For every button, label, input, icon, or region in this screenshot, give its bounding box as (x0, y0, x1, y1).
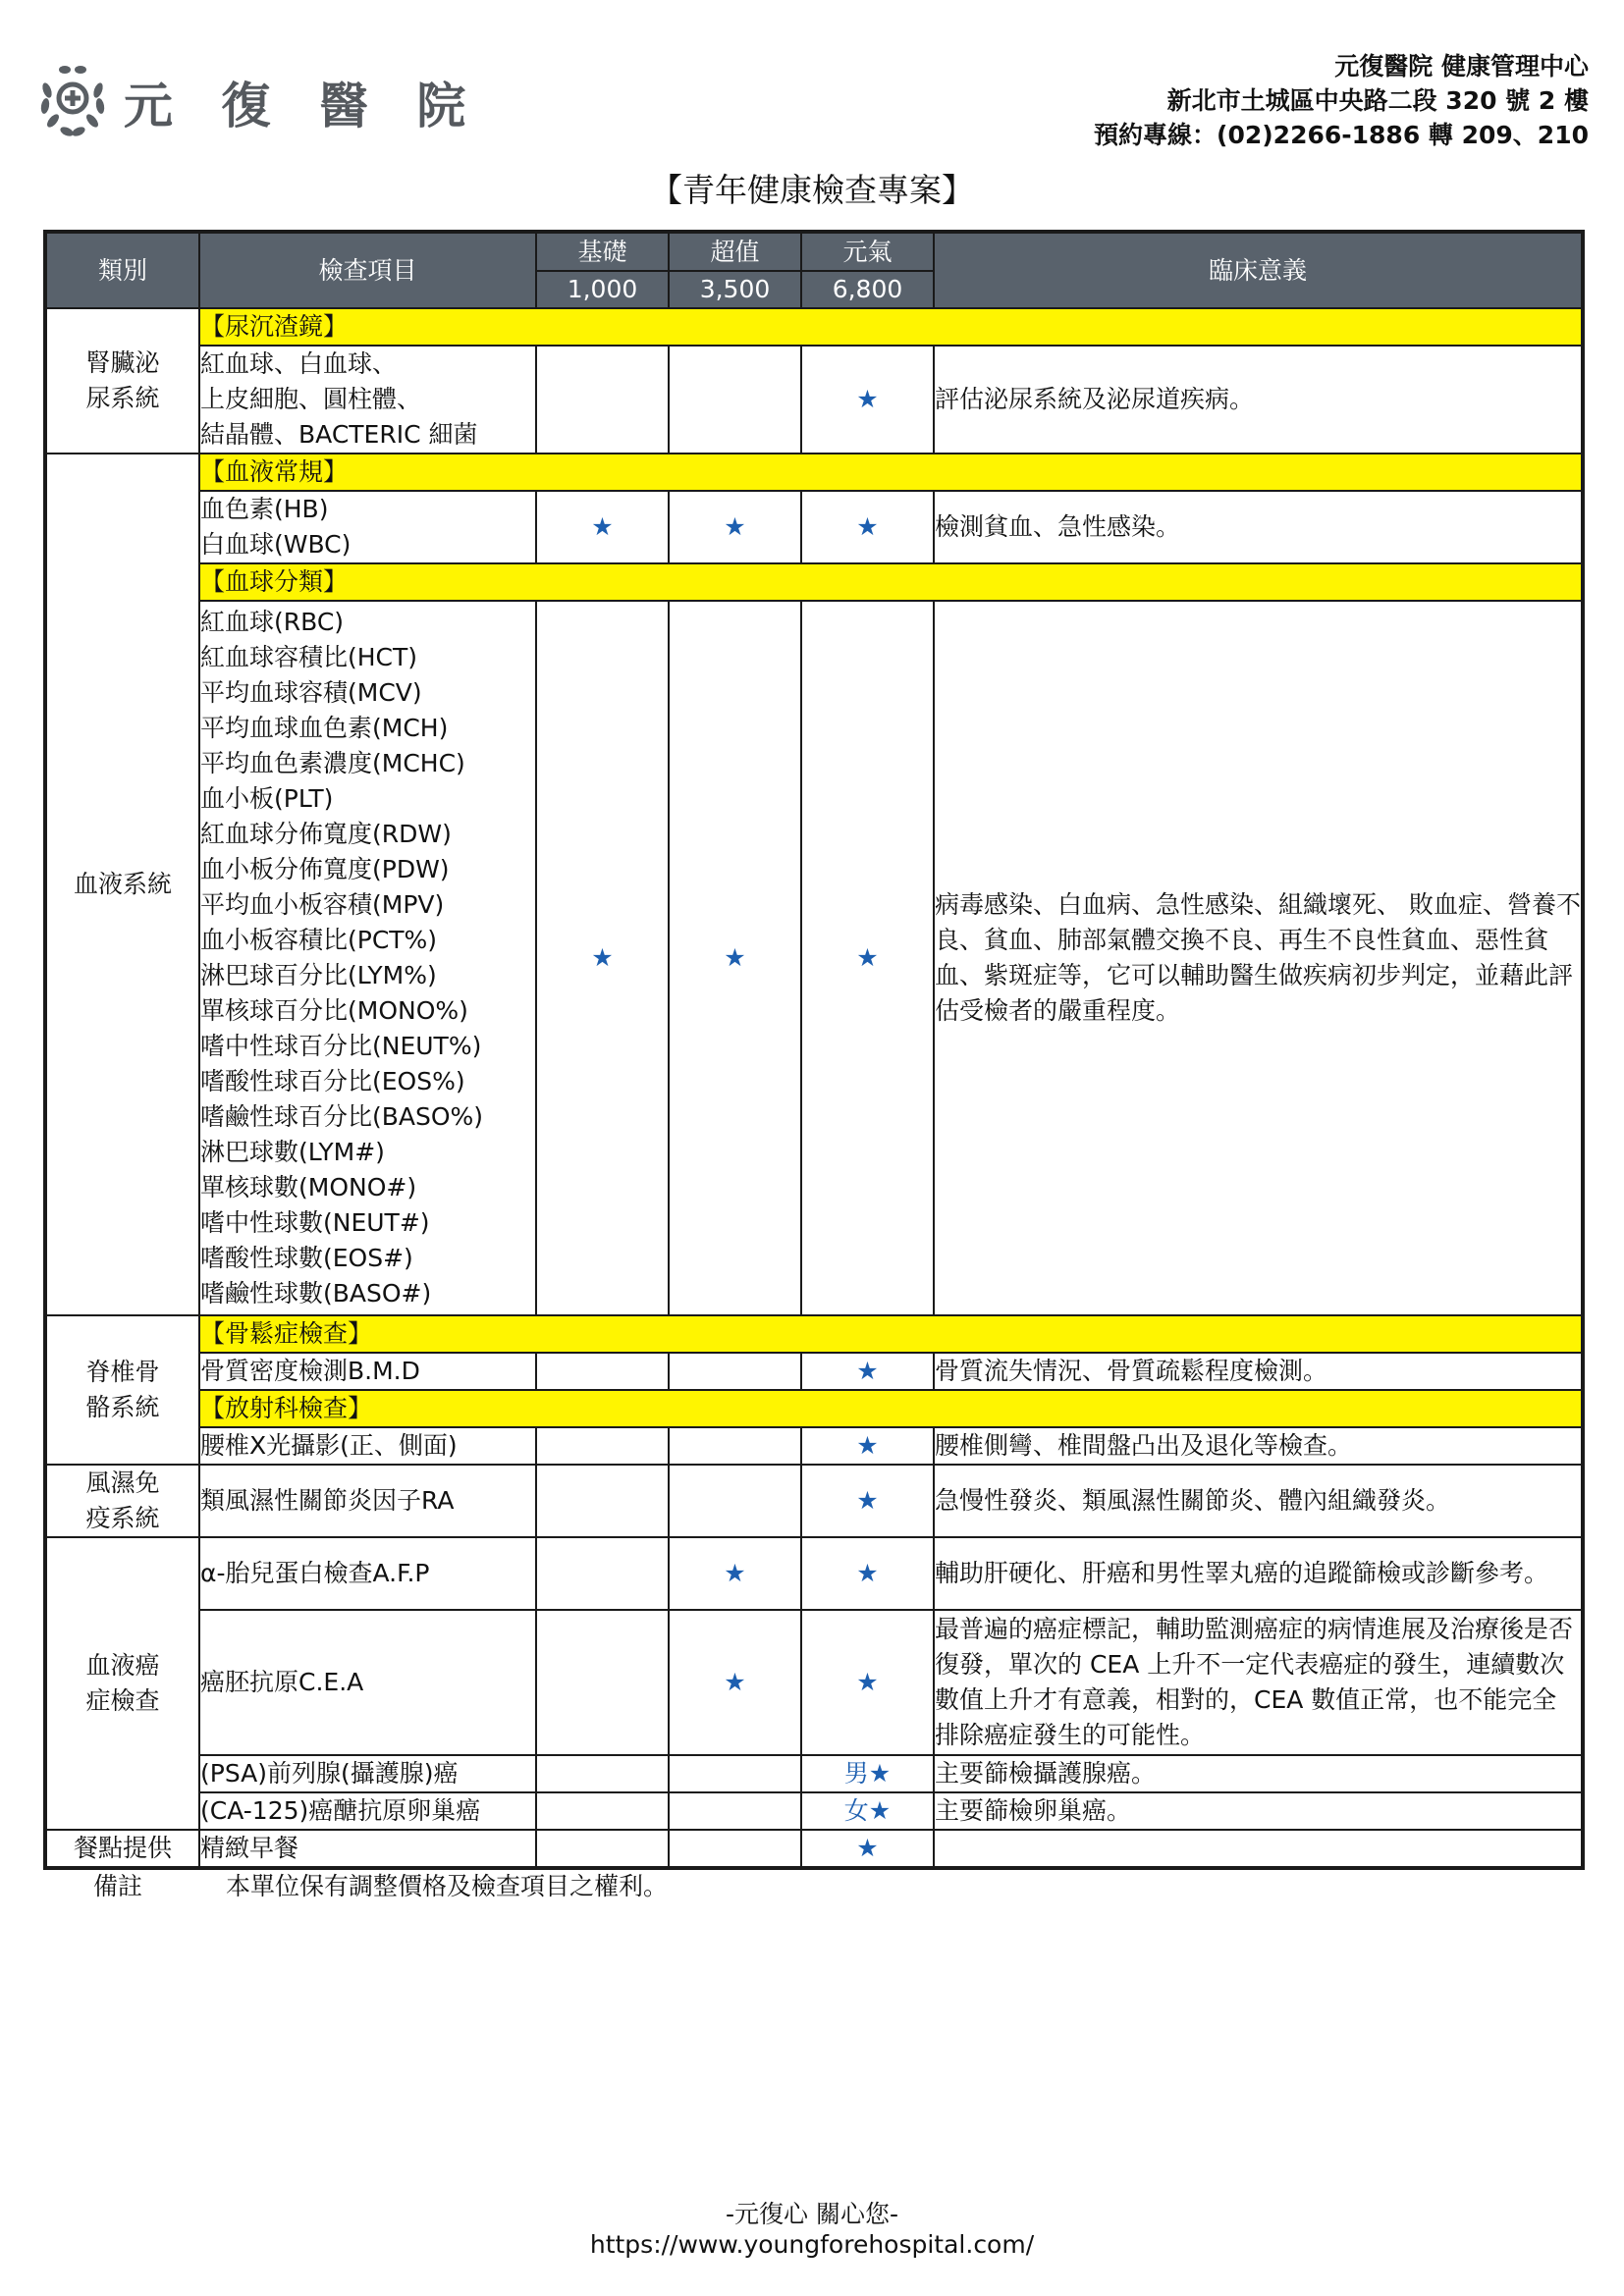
table-row (45, 1755, 1583, 1792)
item-cea: 癌胚抗原C.E.A (199, 1610, 536, 1755)
plan-name: 元氣 (802, 235, 933, 272)
meaning-ca125: 主要篩檢卵巢癌。 (934, 1792, 1583, 1830)
checkup-table (43, 230, 1585, 1870)
star-icon: ★ (801, 1427, 934, 1465)
table-row (45, 346, 1583, 454)
note-label: 備註 (93, 1872, 143, 1900)
meaning-blood-diff: 病毒感染、白血病、急性感染、組織壞死、 敗血症、營養不良、貧血、肺部氣體交換不良、再生不良性貧血、惡性貧血、紫斑症等，它可以輔助醫生做疾病初步判定，並藉此評估受檢者的嚴重程度。 (934, 601, 1583, 1315)
meaning-meal (934, 1830, 1583, 1868)
section-urine: 【尿沉渣鏡】 (199, 308, 1583, 346)
mark-basic (536, 1353, 669, 1390)
hospital-emblem-icon (35, 61, 110, 143)
item-afp: α-胎兒蛋白檢查A.F.P (199, 1537, 536, 1610)
mark-basic (536, 1792, 669, 1830)
male-star-mark: 男★ (801, 1755, 934, 1792)
star-icon: ★ (801, 491, 934, 563)
items-blood-routine: 血色素(HB) 白血球(WBC) (199, 491, 536, 563)
item-meal: 精緻早餐 (199, 1830, 536, 1868)
meaning-ra: 急慢性發炎、類風濕性關節炎、體內組織發炎。 (934, 1465, 1583, 1537)
header-plan-vitality (801, 232, 934, 308)
star-icon: ★ (669, 1537, 801, 1610)
document-title: 【青年健康檢查專案】 (650, 171, 974, 209)
item-bmd: 骨質密度檢測B.M.D (199, 1353, 536, 1390)
table-row (45, 1427, 1583, 1465)
mark-value (669, 1353, 801, 1390)
plan-name: 超值 (670, 235, 800, 272)
star-icon: ★ (801, 601, 934, 1315)
item-psa: (PSA)前列腺(攝護腺)癌 (199, 1755, 536, 1792)
header-plan-value (669, 232, 801, 308)
star-icon: ★ (801, 346, 934, 454)
mark-basic (536, 1755, 669, 1792)
table-header-row (45, 232, 1583, 308)
mark-basic (536, 346, 669, 454)
mark-value (669, 1830, 801, 1868)
plan-price: 3,500 (699, 274, 771, 303)
mark-value (669, 346, 801, 454)
items-urine: 紅血球、白血球、 上皮細胞、圓柱體、 結晶體、BACTERIC 細菌 (199, 346, 536, 454)
mark-basic (536, 1465, 669, 1537)
star-icon: ★ (669, 1610, 801, 1755)
section-row (45, 308, 1583, 346)
category-immune: 風濕免疫系統 (45, 1465, 199, 1537)
category-meal: 餐點提供 (45, 1830, 199, 1868)
plan-price: 1,000 (567, 274, 638, 303)
mark-basic (536, 1537, 669, 1610)
section-row (45, 1390, 1583, 1427)
category-bone: 脊椎骨骼系統 (45, 1315, 199, 1465)
meaning-bmd: 骨質流失情況、骨質疏鬆程度檢測。 (934, 1353, 1583, 1390)
contact-line-phone: 預約專線：(02)2266-1886 轉 209、210 (1094, 121, 1589, 149)
category-kidney: 腎臟泌尿系統 (45, 308, 199, 454)
footer-url: https://www.youngforehospital.com/ (589, 2230, 1035, 2259)
hospital-logo (35, 61, 481, 143)
mark-value (669, 1755, 801, 1792)
section-row (45, 563, 1583, 601)
table-row (45, 1537, 1583, 1610)
star-icon: ★ (669, 491, 801, 563)
section-row (45, 1315, 1583, 1353)
table-row (45, 1610, 1583, 1755)
hospital-logo-text: 元 復 醫 院 (124, 77, 482, 134)
star-icon: ★ (669, 601, 801, 1315)
category-cancer: 血液癌症檢查 (45, 1537, 199, 1830)
mark-basic (536, 1427, 669, 1465)
footer-slogan: -元復心 關心您- (726, 2200, 898, 2228)
header-category: 類別 (45, 232, 199, 308)
female-star-mark: 女★ (801, 1792, 934, 1830)
mark-value (669, 1465, 801, 1537)
star-icon: ★ (801, 1830, 934, 1868)
plan-price: 6,800 (832, 274, 903, 303)
table-row (45, 491, 1583, 563)
plan-name: 基礎 (537, 235, 668, 272)
table-row (45, 601, 1583, 1315)
item-xray: 腰椎X光攝影(正、側面) (199, 1427, 536, 1465)
mark-value (669, 1427, 801, 1465)
category-blood: 血液系統 (45, 454, 199, 1315)
item-ra: 類風濕性關節炎因子RA (199, 1465, 536, 1537)
mark-basic (536, 1610, 669, 1755)
star-icon: ★ (801, 1537, 934, 1610)
meaning-cea: 最普遍的癌症標記，輔助監測癌症的病情進展及治療後是否復發，單次的 CEA 上升不一定代表癌症的發生，連續數次數值上升才有意義，相對的，CEA 數值正常，也不能完全排除癌症發生的可能性。 (934, 1610, 1583, 1755)
table-row (45, 1465, 1583, 1537)
star-icon: ★ (801, 1610, 934, 1755)
contact-line-center: 元復醫院 健康管理中心 (1334, 52, 1589, 80)
contact-line-address: 新北市土城區中央路二段 320 號 2 樓 (1166, 86, 1589, 115)
contact-info (1094, 49, 1589, 152)
mark-value (669, 1792, 801, 1830)
meaning-xray: 腰椎側彎、椎間盤凸出及退化等檢查。 (934, 1427, 1583, 1465)
section-row (45, 454, 1583, 491)
header-meaning: 臨床意義 (934, 232, 1583, 308)
section-blood-diff: 【血球分類】 (199, 563, 1583, 601)
table-row (45, 1353, 1583, 1390)
header-items: 檢查項目 (199, 232, 536, 308)
header-plan-basic (536, 232, 669, 308)
star-icon: ★ (801, 1465, 934, 1537)
star-icon: ★ (536, 491, 669, 563)
item-ca125: (CA-125)癌醣抗原卵巢癌 (199, 1792, 536, 1830)
note-text: 本單位保有調整價格及檢查項目之權利。 (226, 1872, 669, 1900)
section-bone-density: 【骨鬆症檢查】 (199, 1315, 1583, 1353)
mark-basic (536, 1830, 669, 1868)
section-radiology: 【放射科檢查】 (199, 1390, 1583, 1427)
table-row (45, 1830, 1583, 1868)
meaning-blood-routine: 檢測貧血、急性感染。 (934, 491, 1583, 563)
section-blood-routine: 【血液常規】 (199, 454, 1583, 491)
meaning-afp: 輔助肝硬化、肝癌和男性睪丸癌的追蹤篩檢或診斷參考。 (934, 1537, 1583, 1610)
meaning-urine: 評估泌尿系統及泌尿道疾病。 (934, 346, 1583, 454)
meaning-psa: 主要篩檢攝護腺癌。 (934, 1755, 1583, 1792)
star-icon: ★ (536, 601, 669, 1315)
items-blood-diff: 紅血球(RBC) 紅血球容積比(HCT) 平均血球容積(MCV) 平均血球血色素(MCH) 平均血色素濃度(MCHC) 血小板(PLT) 紅血球分佈寬度(RDW) 血小板分佈寬度(PDW) 平均血小板容積(MPV) 血小板容積比(PCT%) 淋巴球百分比(LYM%) 單核球百分比(MONO%) 嗜中性球百分比(NEUT%) 嗜酸性球百分比(EOS%) 嗜鹼性球百分比(BASO%) 淋巴球數(LYM#) 單核球數(MONO#) 嗜中性球數(NEUT#) 嗜酸性球數(EOS#) 嗜鹼性球數(BASO#) (199, 601, 536, 1315)
star-icon: ★ (801, 1353, 934, 1390)
table-row (45, 1792, 1583, 1830)
